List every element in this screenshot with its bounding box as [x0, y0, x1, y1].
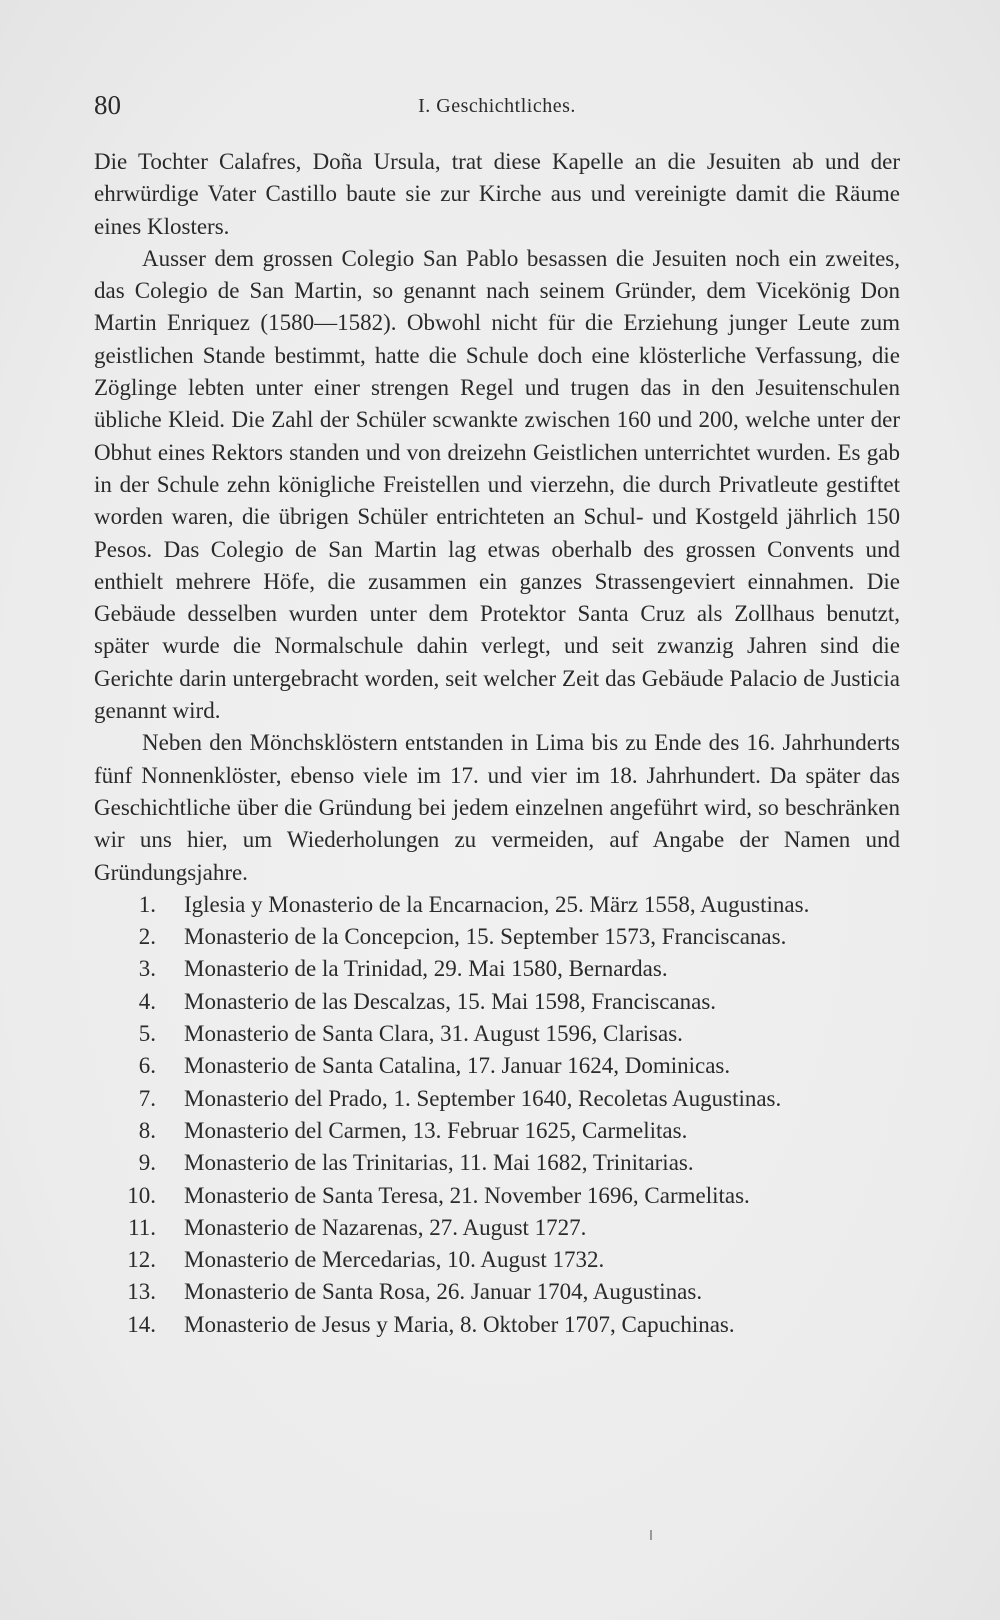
- body-text: [94, 146, 900, 1341]
- list-item: [94, 986, 900, 1018]
- list-item: [94, 1276, 900, 1308]
- list-item: [94, 1050, 900, 1082]
- list-number: 8.: [138, 1117, 156, 1143]
- list-text: Monasterio de la Trinidad, 29. Mai 1580, Bernardas.: [184, 956, 668, 982]
- list-text: Iglesia y Monasterio de la Encarnacion, 25. März 1558, Augustinas.: [184, 891, 810, 917]
- paragraph: Neben den Mönchsklöstern entstanden in Lima bis zu Ende des 16. Jahrhunderts fünf Nonnenklöster, ebenso viele im 17. und vier im 18. Jahrhundert. Da später das Geschichtliche über die Gründung bei jedem einzelnen angeführt wird, so beschränken wir uns hier, um Wiederholungen zu vermeiden, auf Angabe der Namen und Gründungsjahre.: [94, 730, 900, 885]
- page-header: [94, 90, 900, 130]
- list-text: Monasterio de Santa Rosa, 26. Januar 1704, Augustinas.: [184, 1279, 703, 1305]
- list-text: Monasterio de Mercedarias, 10. August 1732.: [184, 1247, 605, 1273]
- paper-mark: [650, 1530, 652, 1540]
- paragraph: Ausser dem grossen Colegio San Pablo besassen die Jesuiten noch ein zweites, das Colegio de San Martin, so genannt nach seinem Gründer, dem Vicekönig Don Martin Enriquez (1580—1582). Obwohl nicht für die Erziehung junger Leute zum geistlichen Stande bestimmt, hatte die Schule doch eine klösterliche Verfassung, die Zöglinge lebten unter einer strengen Regel und trugen das in den Jesuitenschulen übliche Kleid. Die Zahl der Schüler scwankte zwischen 160 und 200, welche unter der Obhut eines Rektors standen und von dreizehn Geistlichen unterrichtet wurden. Es gab in der Schule zehn königliche Freistellen und vierzehn, die durch Privatleute gestiftet worden waren, die übrigen Schüler entrichteten an Schul- und Kostgeld jährlich 150 Pesos. Das Colegio de San Martin lag etwas oberhalb des grossen Convents und enthielt mehrere Höfe, die zusammen ein ganzes Strassengeviert einnahmen. Die Gebäude desselben wurden unter dem Protektor Santa Cruz als Zollhaus benutzt, später wurde die Normalschule dahin verlegt, und seit zwanzig Jahren sind die Gerichte darin untergebracht worden, seit welcher Zeit das Gebäude Palacio de Justicia genannt wird.: [94, 245, 900, 724]
- list-number: 6.: [138, 1053, 156, 1079]
- list-number: 13.: [127, 1279, 156, 1305]
- list-number: 3.: [138, 956, 156, 982]
- list-number: 9.: [138, 1150, 156, 1176]
- list-text: Monasterio de Jesus y Maria, 8. Oktober 1707, Capuchinas.: [184, 1311, 735, 1337]
- list-text: Monasterio del Prado, 1. September 1640, Recoletas Augustinas.: [184, 1085, 782, 1111]
- list-text: Monasterio de Santa Teresa, 21. November 1696, Carmelitas.: [184, 1182, 750, 1208]
- list-item: [94, 1115, 900, 1147]
- list-text: Monasterio de las Descalzas, 15. Mai 1598, Franciscanas.: [184, 988, 717, 1014]
- running-head: I. Geschichtliches.: [418, 95, 576, 117]
- list-item: [94, 921, 900, 953]
- list-text: Monasterio de Santa Clara, 31. August 1596, Clarisas.: [184, 1021, 683, 1047]
- list-text: Monasterio de las Trinitarias, 11. Mai 1682, Trinitarias.: [184, 1150, 694, 1176]
- list-text: Monasterio de Nazarenas, 27. August 1727.: [184, 1214, 587, 1240]
- list-number: 12.: [127, 1247, 156, 1273]
- list-item: [94, 953, 900, 985]
- convent-list: [94, 889, 900, 1341]
- list-number: 4.: [138, 988, 156, 1014]
- list-number: 14.: [127, 1311, 156, 1337]
- list-item: [94, 889, 900, 921]
- list-number: 10.: [127, 1182, 156, 1208]
- list-item: [94, 1212, 900, 1244]
- list-item: [94, 1180, 900, 1212]
- list-item: [94, 1244, 900, 1276]
- list-number: 11.: [128, 1214, 156, 1240]
- list-number: 1.: [138, 891, 156, 917]
- list-number: 7.: [138, 1085, 156, 1111]
- list-text: Monasterio de Santa Catalina, 17. Januar 1624, Dominicas.: [184, 1053, 731, 1079]
- paragraph: Die Tochter Calafres, Doña Ursula, trat diese Kapelle an die Jesuiten ab und der ehrwürdige Vater Castillo baute sie zur Kirche aus und vereinigte damit die Räume eines Klosters.: [94, 149, 900, 239]
- list-item: [94, 1018, 900, 1050]
- page-number: 80: [94, 90, 121, 120]
- list-text: Monasterio de la Concepcion, 15. September 1573, Franciscanas.: [184, 924, 787, 950]
- list-text: Monasterio del Carmen, 13. Februar 1625, Carmelitas.: [184, 1117, 688, 1143]
- list-item: [94, 1083, 900, 1115]
- list-number: 5.: [138, 1021, 156, 1047]
- list-number: 2.: [138, 924, 156, 950]
- list-item: [94, 1147, 900, 1179]
- list-item: [94, 1309, 900, 1341]
